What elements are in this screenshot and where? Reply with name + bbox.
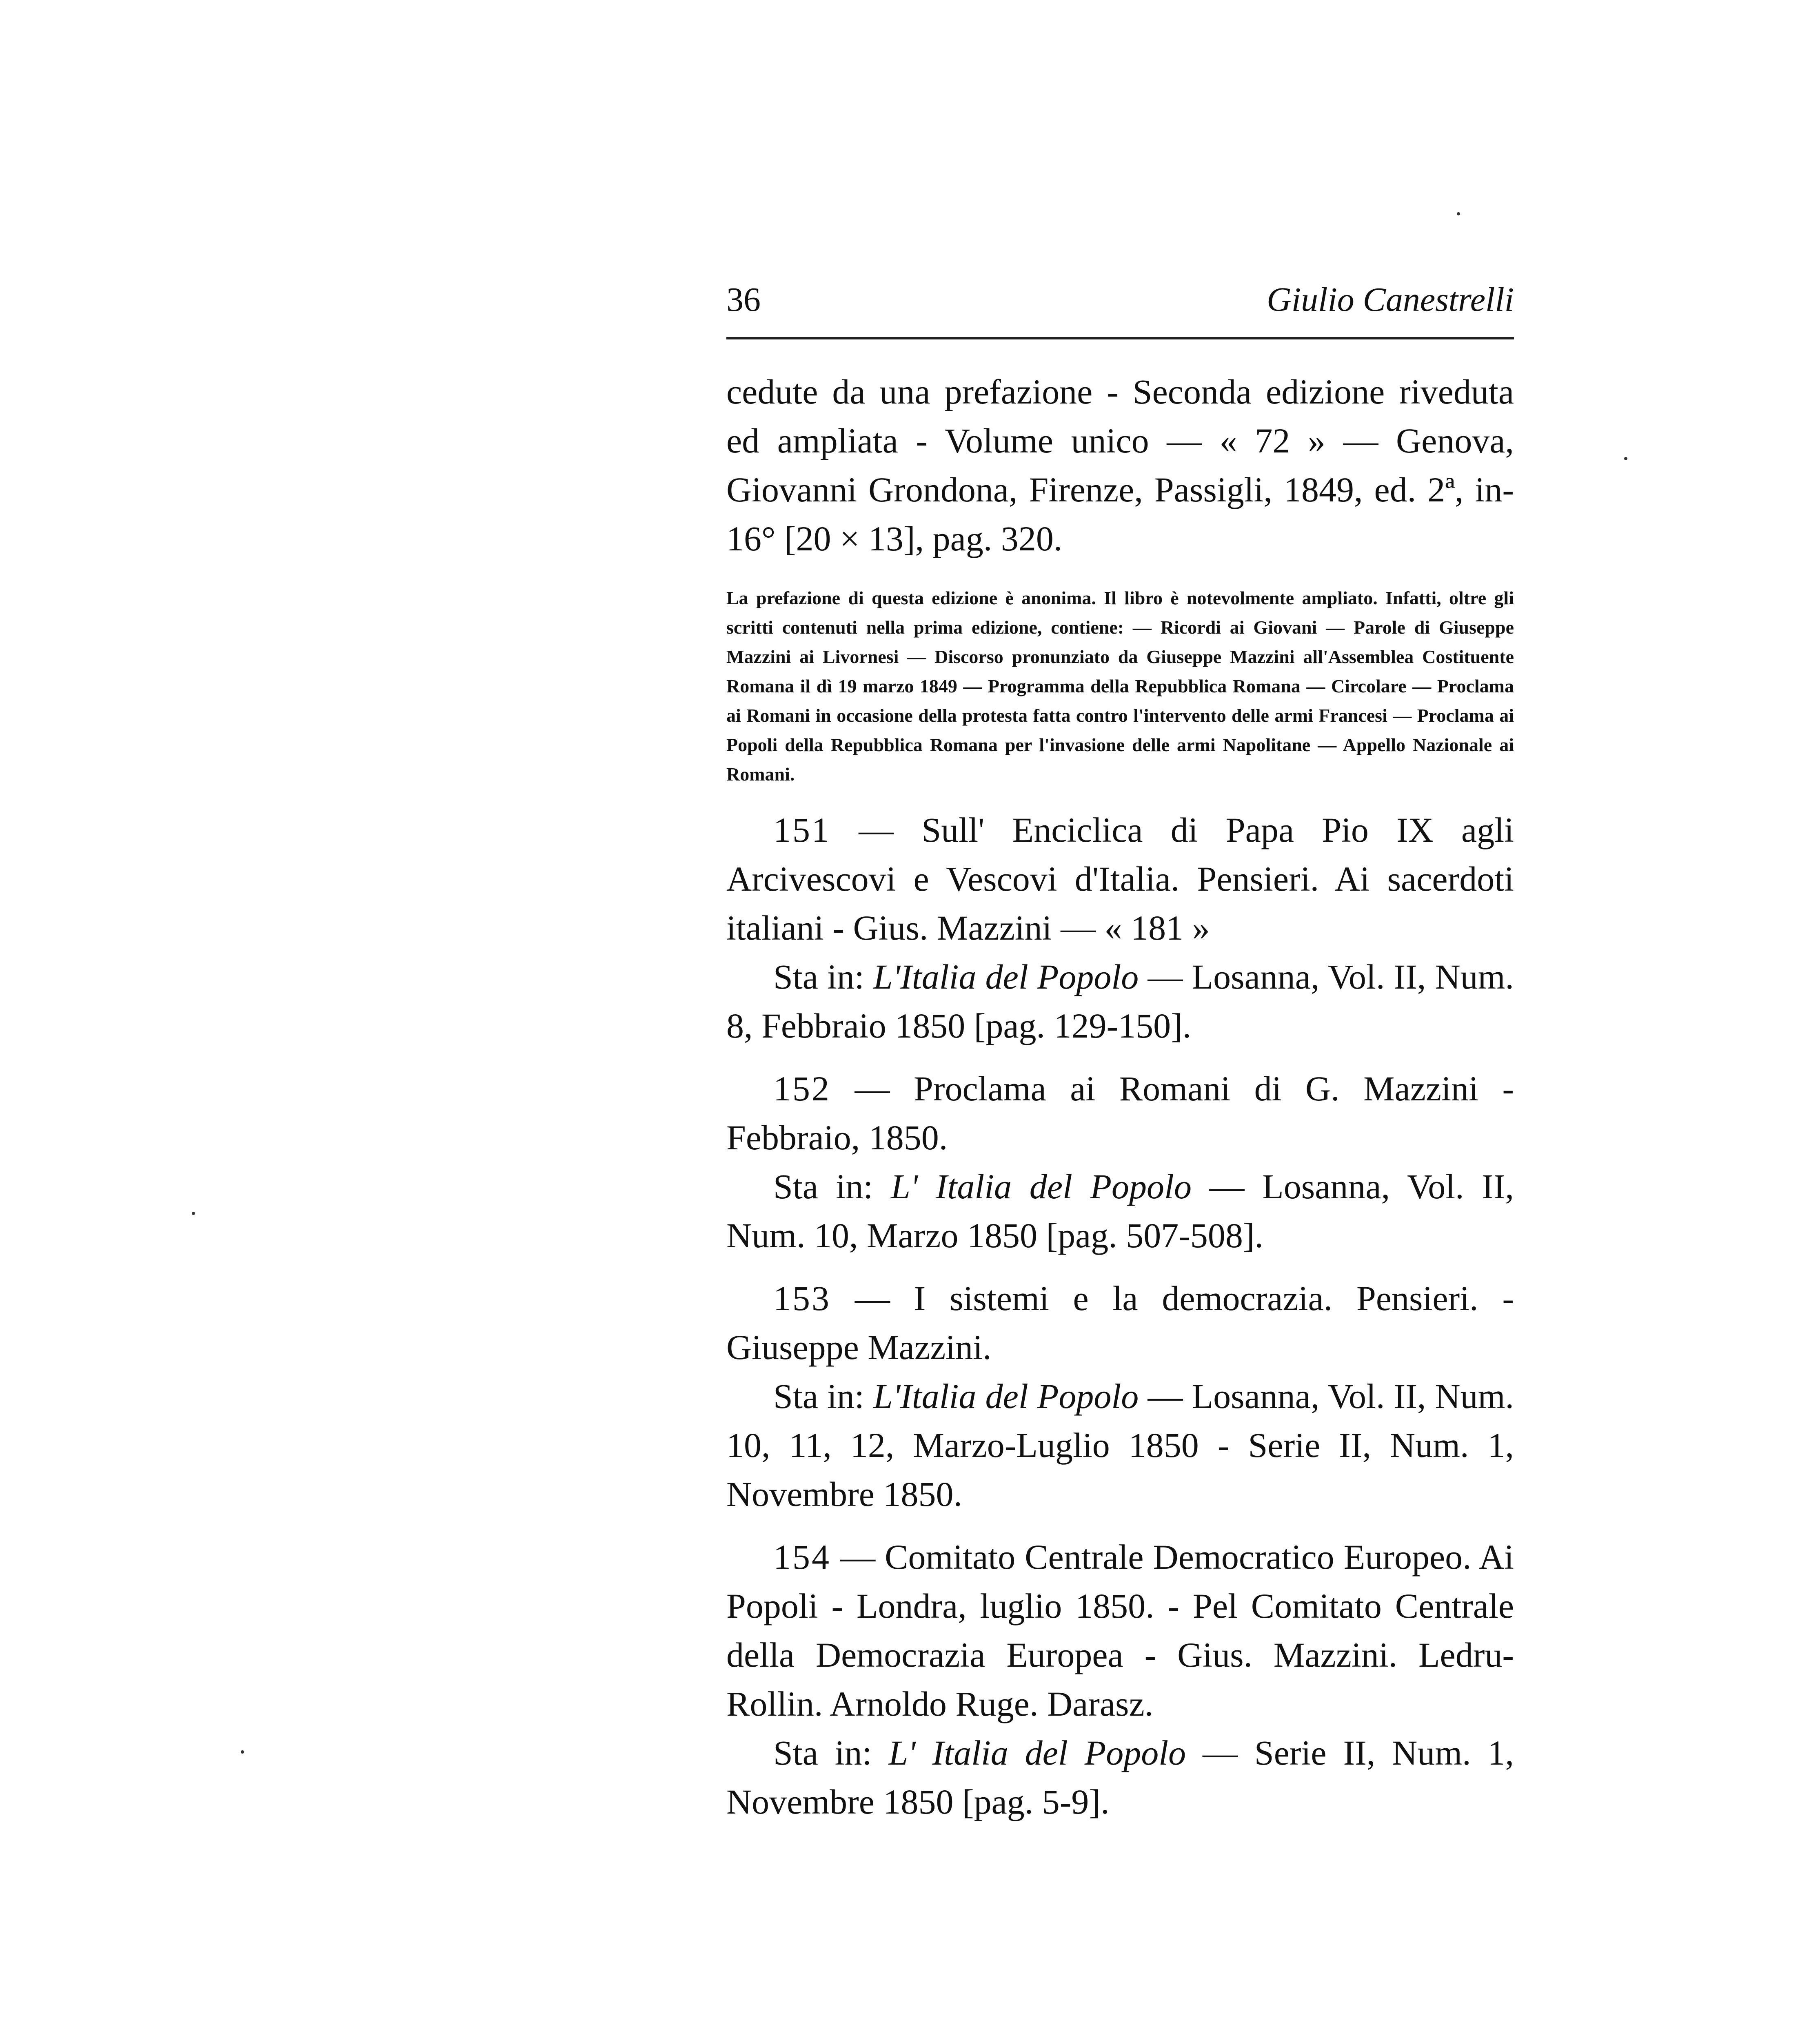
running-title: Giulio Canestrelli (1267, 281, 1514, 319)
entry-heading (726, 1064, 1514, 1162)
entry-heading (726, 1532, 1514, 1728)
entry-title: — Comitato Centrale Democratico Europeo. Ai Popoli - Londra, luglio 1850. - Pel Comitato Centrale della Democrazia Europea - Gius. Mazzini. Ledru-Rollin. Arnoldo Ruge. Darasz. (726, 1537, 1514, 1723)
entry-title: — I sistemi e la democrazia. Pensieri. - Giuseppe Mazzini. (726, 1279, 1514, 1367)
source-details: — Serie II, Num. 1, Novembre 1850 [pag. 5-9]. (726, 1733, 1514, 1821)
sta-prefix: Sta in: (773, 957, 873, 996)
entry-heading (726, 805, 1514, 952)
entry-source (726, 1372, 1514, 1519)
body-text (726, 367, 1514, 1826)
footnote-paragraph: La prefazione di questa edizione è anonima. Il libro è notevolmente ampliato. Infatti, oltre gli scritti contenuti nella prima edizione, contiene: — Ricordi ai Giovani — Parole di Giuseppe Mazzini ai Livornesi — Discorso pronunziato da Giuseppe Mazzini all'Assemblea Costituente Romana il dì 19 marzo 1849 — Programma della Repubblica Romana — Circolare — Proclama ai Romani in occasione della protesta fatta contro l'intervento delle armi Francesi — Proclama ai Popoli della Repubblica Romana per l'invasione delle armi Napolitane — Appello Nazionale ai Romani. (726, 588, 1514, 785)
header-rule (726, 337, 1514, 339)
source-title: L'Italia del Popolo (873, 957, 1139, 996)
entry-number: 151 (773, 810, 831, 849)
entry-152 (726, 1064, 1514, 1260)
entry-number: 154 (773, 1537, 831, 1577)
entry-number: 153 (773, 1279, 831, 1318)
scan-speck (1457, 212, 1460, 215)
sta-prefix: Sta in: (773, 1377, 873, 1416)
sta-prefix: Sta in: (773, 1167, 891, 1206)
source-title: L' Italia del Popolo (888, 1733, 1186, 1772)
entry-source (726, 1162, 1514, 1260)
source-details: — Losanna, Vol. II, Num. 8, Febbraio 1850 [pag. 129-150]. (726, 957, 1514, 1045)
source-title: L' Italia del Popolo (890, 1167, 1192, 1206)
scan-speck (192, 1212, 195, 1215)
entry-title: — Sull' Enciclica di Papa Pio IX agli Arcivescovi e Vescovi d'Italia. Pensieri. Ai sacerdoti italiani - Gius. Mazzini — « 181 » (726, 810, 1514, 947)
page-number: 36 (726, 281, 761, 319)
source-details: — Losanna, Vol. II, Num. 10, Marzo 1850 [pag. 507-508]. (726, 1167, 1514, 1255)
entry-title: — Proclama ai Romani di G. Mazzini - Febbraio, 1850. (726, 1069, 1514, 1157)
source-title: L'Italia del Popolo (873, 1377, 1139, 1416)
page-header (726, 277, 1514, 322)
entry-151 (726, 805, 1514, 1050)
entry-number: 152 (773, 1069, 831, 1108)
source-details: — Losanna, Vol. II, Num. 10, 11, 12, Marzo-Luglio 1850 - Serie II, Num. 1, Novembre 1850. (726, 1377, 1514, 1514)
entry-154 (726, 1532, 1514, 1826)
continuation-paragraph: cedute da una prefazione - Seconda edizione riveduta ed ampliata - Volume unico — « 72 » — Genova, Giovanni Grondona, Firenze, Passigli, 1849, ed. 2ª, in-16° [20 × 13], pag. 320. (726, 372, 1514, 558)
entry-source (726, 1728, 1514, 1826)
entry-heading (726, 1274, 1514, 1372)
scan-speck (241, 1750, 244, 1754)
scan-speck (1624, 457, 1627, 460)
entry-153 (726, 1274, 1514, 1519)
entry-source (726, 952, 1514, 1050)
sta-prefix: Sta in: (773, 1733, 889, 1772)
